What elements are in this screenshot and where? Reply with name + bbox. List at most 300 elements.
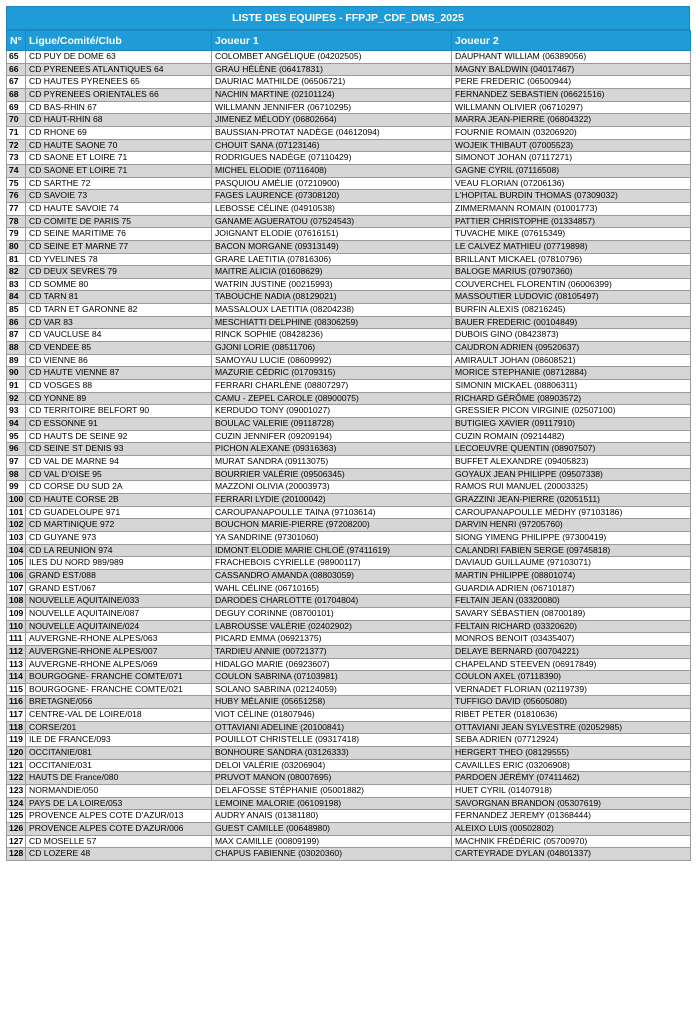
table-row [7, 683, 691, 696]
cell-joueur2: FERNANDEZ JEREMY (01368444) [452, 810, 691, 823]
table-row [7, 797, 691, 810]
cell-joueur1: COULON SABRINA (07103981) [212, 671, 452, 684]
cell-joueur1: HUBY MÉLANIE (05651258) [212, 696, 452, 709]
cell-ligue: AUVERGNE-RHONE ALPES/007 [26, 645, 212, 658]
cell-ligue: CD VAUCLUSE 84 [26, 329, 212, 342]
cell-ligue: CD VOSGES 88 [26, 380, 212, 393]
table-row [7, 253, 691, 266]
cell-ligue: CD YONNE 89 [26, 392, 212, 405]
cell-joueur1: BOULAC VALERIE (09118728) [212, 418, 452, 431]
cell-joueur1: GJONI LORIE (08511706) [212, 342, 452, 355]
cell-joueur2: CAUDRON ADRIEN (09520637) [452, 342, 691, 355]
table-row [7, 456, 691, 469]
cell-num: 67 [7, 76, 26, 89]
cell-joueur2: DELAYE BERNARD (00704221) [452, 645, 691, 658]
cell-num: 127 [7, 835, 26, 848]
cell-ligue: CD PYRENEES ORIENTALES 66 [26, 88, 212, 101]
cell-ligue: CENTRE-VAL DE LOIRE/018 [26, 709, 212, 722]
table-row [7, 810, 691, 823]
cell-joueur2: PERE FREDERIC (06500944) [452, 76, 691, 89]
cell-joueur1: MURAT SANDRA (09113075) [212, 456, 452, 469]
cell-ligue: CD BAS-RHIN 67 [26, 101, 212, 114]
cell-num: 124 [7, 797, 26, 810]
cell-joueur1: VIOT CÉLINE (01807946) [212, 709, 452, 722]
cell-ligue: CD HAUTE SAONE 70 [26, 139, 212, 152]
cell-num: 110 [7, 620, 26, 633]
cell-joueur1: JOIGNANT ELODIE (07616151) [212, 228, 452, 241]
cell-joueur2: MARTIN PHILIPPE (08801074) [452, 569, 691, 582]
cell-joueur2: SEBA ADRIEN (07712924) [452, 734, 691, 747]
table-row [7, 468, 691, 481]
cell-joueur2: CUZIN ROMAIN (09214482) [452, 430, 691, 443]
table-row [7, 329, 691, 342]
table-row [7, 747, 691, 760]
cell-num: 76 [7, 190, 26, 203]
cell-joueur2: VERNADET FLORIAN (02119739) [452, 683, 691, 696]
cell-num: 90 [7, 367, 26, 380]
cell-num: 77 [7, 202, 26, 215]
cell-num: 97 [7, 456, 26, 469]
cell-joueur1: HIDALGO MARIE (06923607) [212, 658, 452, 671]
cell-num: 96 [7, 443, 26, 456]
cell-joueur1: CASSANDRO AMANDA (08803059) [212, 569, 452, 582]
cell-ligue: BOURGOGNE- FRANCHE COMTE/021 [26, 683, 212, 696]
cell-joueur2: RIBET PETER (01810636) [452, 709, 691, 722]
cell-ligue: PROVENCE ALPES COTE D'AZUR/006 [26, 823, 212, 836]
cell-ligue: PAYS DE LA LOIRE/053 [26, 797, 212, 810]
cell-joueur2: BAUER FREDERIC (00104849) [452, 316, 691, 329]
table-row [7, 595, 691, 608]
table-row [7, 709, 691, 722]
table-row [7, 582, 691, 595]
cell-joueur2: WOJEIK THIBAUT (07005523) [452, 139, 691, 152]
table-row [7, 215, 691, 228]
table-row [7, 418, 691, 431]
cell-num: 88 [7, 342, 26, 355]
cell-joueur1: BONHOURE SANDRA (03126333) [212, 747, 452, 760]
cell-joueur1: MICHEL ELODIE (07116408) [212, 164, 452, 177]
table-row [7, 721, 691, 734]
cell-joueur1: GANAME AGUERATOU (07524543) [212, 215, 452, 228]
cell-joueur2: SIMONOT JOHAN (07117271) [452, 152, 691, 165]
cell-joueur1: RODRIGUES NADÈGE (07110429) [212, 152, 452, 165]
cell-joueur2: SIMONIN MICKAEL (08806311) [452, 380, 691, 393]
cell-joueur1: POUILLOT CHRISTELLE (09317418) [212, 734, 452, 747]
table-row [7, 785, 691, 798]
cell-num: 118 [7, 721, 26, 734]
cell-joueur2: AMIRAULT JOHAN (08608521) [452, 354, 691, 367]
cell-ligue: BOURGOGNE- FRANCHE COMTE/071 [26, 671, 212, 684]
cell-ligue: OCCITANIE/081 [26, 747, 212, 760]
cell-num: 72 [7, 139, 26, 152]
cell-joueur2: GOYAUX JEAN PHILIPPE (09507338) [452, 468, 691, 481]
cell-ligue: CD SEINE ET MARNE 77 [26, 240, 212, 253]
cell-ligue: CD VAL D'OISE 95 [26, 468, 212, 481]
table-row [7, 481, 691, 494]
cell-joueur2: DARVIN HENRI (97205760) [452, 519, 691, 532]
cell-ligue: NOUVELLE AQUITAINE/087 [26, 607, 212, 620]
cell-joueur1: NACHIN MARTINE (02101124) [212, 88, 452, 101]
table-row [7, 658, 691, 671]
cell-joueur2: ZIMMERMANN ROMAIN (01001773) [452, 202, 691, 215]
cell-joueur1: MAZURIE CÉDRIC (01709315) [212, 367, 452, 380]
cell-num: 109 [7, 607, 26, 620]
cell-joueur2: CAVAILLES ERIC (03206908) [452, 759, 691, 772]
cell-joueur1: PASQUIOU AMÉLIE (07210900) [212, 177, 452, 190]
table-row [7, 266, 691, 279]
cell-joueur2: SIONG YIMENG PHILIPPE (97300419) [452, 531, 691, 544]
cell-ligue: CD RHONE 69 [26, 126, 212, 139]
cell-ligue: CD SARTHE 72 [26, 177, 212, 190]
cell-joueur1: BACON MORGANE (09313149) [212, 240, 452, 253]
table-row [7, 443, 691, 456]
cell-num: 78 [7, 215, 26, 228]
cell-joueur1: SOLANO SABRINA (02124059) [212, 683, 452, 696]
cell-ligue: CD MOSELLE 57 [26, 835, 212, 848]
cell-ligue: CD GUADELOUPE 971 [26, 506, 212, 519]
table-row [7, 316, 691, 329]
cell-ligue: CD SEINE ST DENIS 93 [26, 443, 212, 456]
table-row [7, 304, 691, 317]
cell-joueur1: MAZZONI OLIVIA (20003973) [212, 481, 452, 494]
cell-num: 125 [7, 810, 26, 823]
table-row [7, 139, 691, 152]
table-row [7, 696, 691, 709]
cell-joueur1: GUEST CAMILLE (00648980) [212, 823, 452, 836]
cell-joueur1: YA SANDRINE (97301060) [212, 531, 452, 544]
table-row [7, 607, 691, 620]
cell-joueur2: DAVIAUD GUILLAUME (97103071) [452, 557, 691, 570]
cell-joueur2: COUVERCHEL FLORENTIN (06006399) [452, 278, 691, 291]
table-row [7, 772, 691, 785]
table-row [7, 380, 691, 393]
cell-joueur1: FERRARI LYDIE (20100042) [212, 493, 452, 506]
cell-joueur1: MAX CAMILLE (00809199) [212, 835, 452, 848]
table-row [7, 202, 691, 215]
cell-joueur1: LEBOSSE CÉLINE (04910538) [212, 202, 452, 215]
header-num: N° [7, 31, 26, 51]
cell-joueur1: CAROUPANAPOULLE TAINA (97103614) [212, 506, 452, 519]
cell-num: 128 [7, 848, 26, 861]
cell-num: 123 [7, 785, 26, 798]
cell-num: 104 [7, 544, 26, 557]
cell-joueur1: PRUVOT MANON (08007695) [212, 772, 452, 785]
cell-ligue: CD LA REUNION 974 [26, 544, 212, 557]
cell-ligue: ILES DU NORD 989/989 [26, 557, 212, 570]
cell-num: 126 [7, 823, 26, 836]
cell-num: 73 [7, 152, 26, 165]
cell-num: 116 [7, 696, 26, 709]
table-header-row [7, 31, 691, 51]
cell-num: 69 [7, 101, 26, 114]
cell-num: 83 [7, 278, 26, 291]
cell-ligue: GRAND EST/088 [26, 569, 212, 582]
cell-joueur2: SAVARY SÉBASTIEN (08700189) [452, 607, 691, 620]
table-row [7, 519, 691, 532]
cell-joueur2: CAROUPANAPOULLE MÉDHY (97103186) [452, 506, 691, 519]
cell-joueur2: FERNANDEZ SEBASTIEN (06621516) [452, 88, 691, 101]
cell-ligue: CD TERRITOIRE BELFORT 90 [26, 405, 212, 418]
team-list-sheet [6, 6, 690, 861]
cell-num: 93 [7, 405, 26, 418]
cell-joueur1: WAHL CÉLINE (06710165) [212, 582, 452, 595]
cell-num: 80 [7, 240, 26, 253]
cell-num: 100 [7, 493, 26, 506]
cell-joueur1: LEMOINE MALORIE (06109198) [212, 797, 452, 810]
table-row [7, 240, 691, 253]
cell-ligue: CD SAONE ET LOIRE 71 [26, 152, 212, 165]
cell-num: 115 [7, 683, 26, 696]
table-row [7, 734, 691, 747]
cell-num: 113 [7, 658, 26, 671]
cell-joueur1: DELOI VALÉRIE (03206904) [212, 759, 452, 772]
table-row [7, 190, 691, 203]
cell-joueur2: GAGNE CYRIL (07116508) [452, 164, 691, 177]
header-ligue: Ligue/Comité/Club [26, 31, 212, 51]
cell-ligue: CD PUY DE DOME 63 [26, 51, 212, 64]
cell-num: 74 [7, 164, 26, 177]
cell-num: 95 [7, 430, 26, 443]
cell-joueur1: GRARE LAETITIA (07816306) [212, 253, 452, 266]
table-row [7, 114, 691, 127]
cell-ligue: CD HAUTE SAVOIE 74 [26, 202, 212, 215]
cell-joueur2: MONROS BENOIT (03435407) [452, 633, 691, 646]
cell-ligue: CD VENDEE 85 [26, 342, 212, 355]
cell-ligue: AUVERGNE-RHONE ALPES/063 [26, 633, 212, 646]
cell-ligue: CD HAUT-RHIN 68 [26, 114, 212, 127]
cell-joueur2: WILLMANN OLIVIER (06710297) [452, 101, 691, 114]
cell-ligue: CD TARN ET GARONNE 82 [26, 304, 212, 317]
cell-joueur2: COULON AXEL (07118390) [452, 671, 691, 684]
table-row [7, 835, 691, 848]
cell-ligue: CD SOMME 80 [26, 278, 212, 291]
table-row [7, 51, 691, 64]
cell-num: 81 [7, 253, 26, 266]
cell-joueur2: CARTEYRADE DYLAN (04801337) [452, 848, 691, 861]
cell-ligue: CD TARN 81 [26, 291, 212, 304]
cell-ligue: CD LOZERE 48 [26, 848, 212, 861]
cell-joueur1: OTTAVIANI ADELINE (20100841) [212, 721, 452, 734]
cell-ligue: HAUTS DE France/080 [26, 772, 212, 785]
table-row [7, 88, 691, 101]
cell-ligue: CD HAUTE VIENNE 87 [26, 367, 212, 380]
cell-ligue: OCCITANIE/031 [26, 759, 212, 772]
cell-joueur1: CUZIN JENNIFER (09209194) [212, 430, 452, 443]
cell-ligue: PROVENCE ALPES COTE D'AZUR/013 [26, 810, 212, 823]
cell-num: 79 [7, 228, 26, 241]
cell-joueur2: TUFFIGO DAVID (05605080) [452, 696, 691, 709]
cell-joueur2: FOURNIE ROMAIN (03206920) [452, 126, 691, 139]
cell-ligue: CD GUYANE 973 [26, 531, 212, 544]
cell-joueur1: TARDIEU ANNIE (00721377) [212, 645, 452, 658]
cell-num: 70 [7, 114, 26, 127]
cell-num: 89 [7, 354, 26, 367]
cell-joueur2: FELTAIN JEAN (03320080) [452, 595, 691, 608]
cell-num: 86 [7, 316, 26, 329]
cell-joueur2: MAGNY BALDWIN (04017467) [452, 63, 691, 76]
cell-joueur2: TUVACHE MIKE (07615349) [452, 228, 691, 241]
table-row [7, 126, 691, 139]
cell-num: 99 [7, 481, 26, 494]
table-row [7, 633, 691, 646]
cell-ligue: CD SEINE MARITIME 76 [26, 228, 212, 241]
cell-joueur2: BURFIN ALEXIS (08216245) [452, 304, 691, 317]
cell-ligue: CD YVELINES 78 [26, 253, 212, 266]
cell-joueur2: SAVORGNAN BRANDON (05307619) [452, 797, 691, 810]
cell-joueur2: BUFFET ALEXANDRE (09405823) [452, 456, 691, 469]
cell-joueur2: FELTAIN RICHARD (03320620) [452, 620, 691, 633]
cell-joueur1: WATRIN JUSTINE (00215993) [212, 278, 452, 291]
cell-num: 119 [7, 734, 26, 747]
table-row [7, 76, 691, 89]
cell-ligue: BRETAGNE/056 [26, 696, 212, 709]
cell-ligue: CD MARTINIQUE 972 [26, 519, 212, 532]
cell-joueur2: PARDOEN JÉRÉMY (07411462) [452, 772, 691, 785]
cell-joueur2: L'HOPITAL BURDIN THOMAS (07309032) [452, 190, 691, 203]
cell-joueur2: DUBOIS GINO (08423873) [452, 329, 691, 342]
cell-ligue: CD SAONE ET LOIRE 71 [26, 164, 212, 177]
table-row [7, 278, 691, 291]
table-row [7, 430, 691, 443]
cell-joueur2: DAUPHANT WILLIAM (06389056) [452, 51, 691, 64]
cell-num: 111 [7, 633, 26, 646]
table-row [7, 557, 691, 570]
cell-joueur2: GRESSIER PICON VIRGINIE (02507100) [452, 405, 691, 418]
cell-num: 85 [7, 304, 26, 317]
cell-ligue: CD COMITE DE PARIS 75 [26, 215, 212, 228]
cell-ligue: NOUVELLE AQUITAINE/033 [26, 595, 212, 608]
cell-joueur1: DARODES CHARLOTTE (01704804) [212, 595, 452, 608]
cell-joueur2: BUTIGIEG XAVIER (09117910) [452, 418, 691, 431]
cell-joueur2: MASSOUTIER LUDOVIC (08105497) [452, 291, 691, 304]
header-joueur1: Joueur 1 [212, 31, 452, 51]
cell-joueur1: BOURRIER VALÉRIE (09506345) [212, 468, 452, 481]
table-row [7, 493, 691, 506]
table-row [7, 620, 691, 633]
cell-num: 92 [7, 392, 26, 405]
cell-joueur1: FERRARI CHARLÈNE (08807297) [212, 380, 452, 393]
sheet-title: LISTE DES EQUIPES - FFPJP_CDF_DMS_2025 [6, 6, 690, 30]
cell-ligue: CD HAUTES PYRENEES 65 [26, 76, 212, 89]
cell-joueur2: PATTIER CHRISTOPHE (01334857) [452, 215, 691, 228]
cell-ligue: CD PYRENEES ATLANTIQUES 64 [26, 63, 212, 76]
cell-joueur1: SAMOYAU LUCIE (08609992) [212, 354, 452, 367]
cell-joueur1: PICHON ALEXANE (09316363) [212, 443, 452, 456]
cell-num: 87 [7, 329, 26, 342]
cell-joueur1: MASSALOUX LAETITIA (08204238) [212, 304, 452, 317]
cell-num: 68 [7, 88, 26, 101]
table-row [7, 228, 691, 241]
cell-joueur1: JIMENEZ MÉLODY (06802664) [212, 114, 452, 127]
cell-joueur1: FRACHEBOIS CYRIELLE (98900117) [212, 557, 452, 570]
cell-joueur1: FAGES LAURENCE (07308120) [212, 190, 452, 203]
cell-num: 71 [7, 126, 26, 139]
table-row [7, 342, 691, 355]
cell-joueur2: MACHNIK FRÉDÉRIC (05700970) [452, 835, 691, 848]
table-row [7, 405, 691, 418]
cell-joueur1: MAITRE ALICIA (01608629) [212, 266, 452, 279]
cell-joueur2: VEAU FLORIAN (07206136) [452, 177, 691, 190]
cell-joueur1: CAMU - ZEPEL CAROLE (08900075) [212, 392, 452, 405]
cell-joueur2: LE CALVEZ MATHIEU (07719898) [452, 240, 691, 253]
cell-joueur2: BRILLANT MICKAEL (07810796) [452, 253, 691, 266]
cell-num: 94 [7, 418, 26, 431]
cell-joueur1: BOUCHON MARIE-PIERRE (97208200) [212, 519, 452, 532]
cell-joueur1: CHAPUS FABIENNE (03020360) [212, 848, 452, 861]
cell-joueur2: ALEIXO LUIS (00502802) [452, 823, 691, 836]
cell-joueur2: OTTAVIANI JEAN SYLVESTRE (02052985) [452, 721, 691, 734]
cell-num: 106 [7, 569, 26, 582]
table-row [7, 164, 691, 177]
cell-joueur2: GRAZZINI JEAN-PIERRE (02051511) [452, 493, 691, 506]
cell-joueur1: BAUSSIAN-PROTAT NADÈGE (04612094) [212, 126, 452, 139]
cell-joueur1: MESCHIATTI DELPHINE (08306259) [212, 316, 452, 329]
cell-num: 120 [7, 747, 26, 760]
cell-joueur1: COLOMBET ANGÉLIQUE (04202505) [212, 51, 452, 64]
cell-num: 121 [7, 759, 26, 772]
cell-joueur1: CHOUIT SANA (07123146) [212, 139, 452, 152]
cell-num: 122 [7, 772, 26, 785]
cell-ligue: NORMANDIE/050 [26, 785, 212, 798]
cell-num: 107 [7, 582, 26, 595]
cell-ligue: CD ESSONNE 91 [26, 418, 212, 431]
table-row [7, 392, 691, 405]
cell-joueur2: CHAPELAND STEEVEN (06917849) [452, 658, 691, 671]
cell-joueur2: RAMOS RUI MANUEL (20003325) [452, 481, 691, 494]
cell-joueur1: DELAFOSSE STÉPHANIE (05001882) [212, 785, 452, 798]
cell-ligue: CORSE/201 [26, 721, 212, 734]
cell-num: 65 [7, 51, 26, 64]
header-joueur2: Joueur 2 [452, 31, 691, 51]
table-row [7, 671, 691, 684]
cell-num: 84 [7, 291, 26, 304]
cell-ligue: AUVERGNE-RHONE ALPES/069 [26, 658, 212, 671]
table-row [7, 531, 691, 544]
cell-joueur2: RICHARD GÉRÔME (08903572) [452, 392, 691, 405]
cell-ligue: CD VAR 83 [26, 316, 212, 329]
cell-ligue: CD HAUTE CORSE 2B [26, 493, 212, 506]
table-row [7, 152, 691, 165]
cell-num: 66 [7, 63, 26, 76]
cell-num: 91 [7, 380, 26, 393]
table-row [7, 823, 691, 836]
cell-joueur1: LABROUSSE VALÉRIE (02402902) [212, 620, 452, 633]
table-body [7, 51, 691, 861]
cell-joueur1: AUDRY ANAIS (01381180) [212, 810, 452, 823]
cell-ligue: CD VAL DE MARNE 94 [26, 456, 212, 469]
cell-num: 117 [7, 709, 26, 722]
cell-joueur1: TABOUCHE NADIA (08129021) [212, 291, 452, 304]
cell-ligue: GRAND EST/067 [26, 582, 212, 595]
cell-joueur2: MORICE STEPHANIE (08712884) [452, 367, 691, 380]
cell-joueur1: PICARD EMMA (06921375) [212, 633, 452, 646]
cell-num: 75 [7, 177, 26, 190]
cell-num: 114 [7, 671, 26, 684]
cell-joueur1: IDMONT ELODIE MARIE CHLOÉ (97411619) [212, 544, 452, 557]
cell-joueur1: DAURIAC MATHILDE (06506721) [212, 76, 452, 89]
cell-joueur1: DEGUY CORINNE (08700101) [212, 607, 452, 620]
cell-ligue: CD HAUTS DE SEINE 92 [26, 430, 212, 443]
cell-ligue: ILE DE FRANCE/093 [26, 734, 212, 747]
cell-num: 105 [7, 557, 26, 570]
teams-table [6, 30, 691, 861]
cell-joueur2: CALANDRI FABIEN SERGE (09745818) [452, 544, 691, 557]
cell-num: 112 [7, 645, 26, 658]
cell-ligue: CD SAVOIE 73 [26, 190, 212, 203]
table-row [7, 506, 691, 519]
cell-joueur1: RINCK SOPHIE (08428236) [212, 329, 452, 342]
table-row [7, 101, 691, 114]
